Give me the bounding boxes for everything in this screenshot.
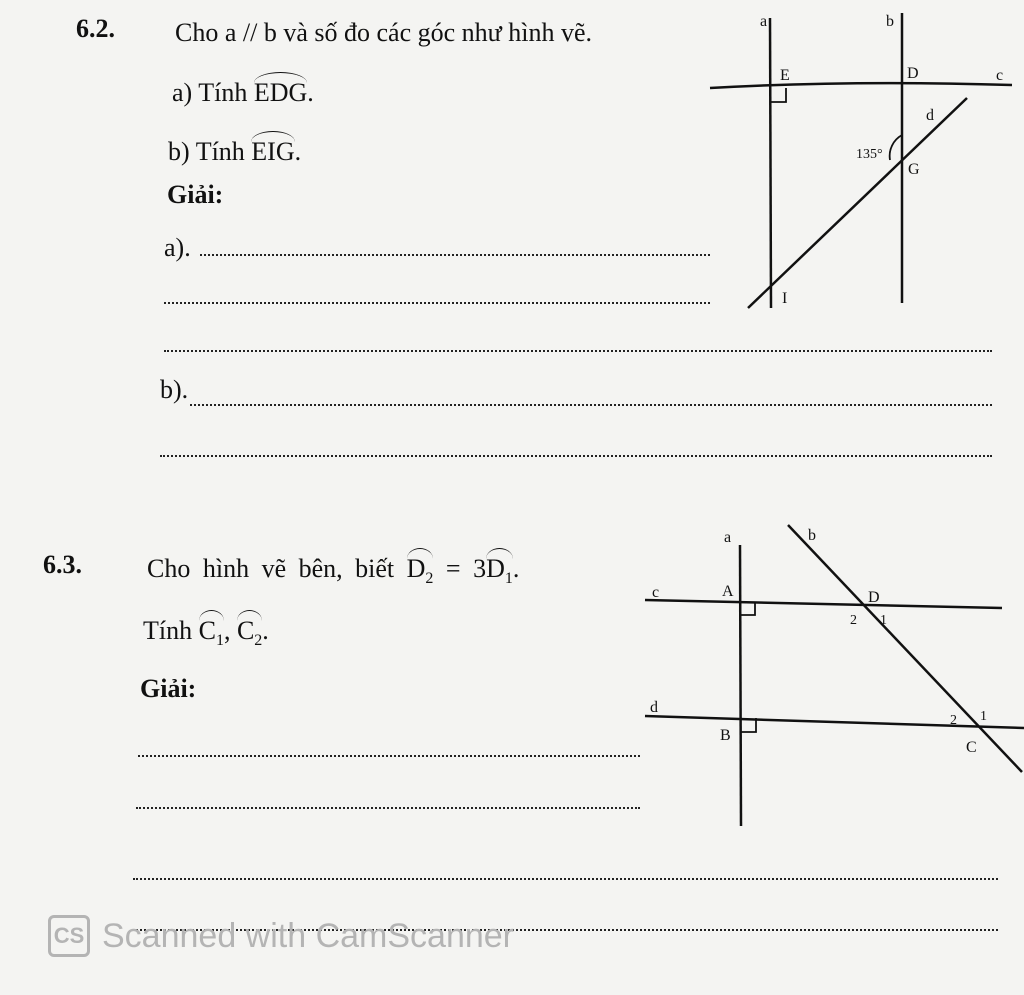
right-angle-mark-a [741,602,755,615]
figure-6-2 [700,8,1024,318]
answer-line [133,878,998,880]
question-period: . [262,616,269,645]
angle-d2-sub: 2 [425,570,434,588]
answer-line [164,350,992,352]
answer-line [200,254,710,256]
solution-label-6-2: Giải: [167,180,224,209]
angle-d1-letter: D [486,554,505,583]
part-a-period: . [307,78,314,107]
label-a: a [724,529,732,546]
answer-line-b-label: b). [160,375,189,404]
angle-c1 [199,610,224,650]
angle-eig: EIG [251,131,294,167]
exercise-6-3-question [143,610,269,650]
label-c: c [652,584,660,601]
answer-line [160,455,992,457]
angle-c1-sub: 1 [215,632,224,650]
label-b: b [886,13,894,30]
angle-d1-sub: 1 [504,570,513,588]
label-b: b [808,527,816,544]
angle-label-c2: 2 [950,713,957,728]
angle-d1 [486,548,513,588]
equals-three: = 3 [445,554,487,583]
answer-line [164,302,710,304]
line-c [710,83,1012,88]
answer-line [138,755,640,757]
statement-period: . [512,554,520,583]
line-a [770,18,771,308]
exercise-number-6-2: 6.2. [76,14,115,43]
answer-line [136,807,640,809]
part-b-prefix: b) Tính [168,137,245,166]
angle-c1-letter: C [198,616,216,645]
camscanner-watermark [48,915,514,957]
watermark-text: Scanned with CamScanner [102,916,515,955]
question-comma: , [223,616,231,645]
statement-prefix: Cho hình vẽ bên, biết [147,554,395,583]
label-b-point: B [720,727,731,744]
label-g: G [908,161,920,178]
label-d-point: D [907,65,919,82]
line-c [645,600,1002,608]
label-a: a [760,13,768,30]
label-d: d [650,699,658,716]
angle-label-c1: 1 [980,709,987,724]
label-c: c [996,67,1004,84]
exercise-number-6-3: 6.3. [43,550,82,579]
angle-d2 [407,548,434,588]
answer-line-a-label: a). [164,233,191,262]
camscanner-logo-icon: CS [48,915,90,957]
part-a-prefix: a) Tính [172,78,248,107]
angle-arc-g [890,135,902,160]
label-d-point: D [868,589,880,606]
angle-edg: EDG [254,72,307,108]
exercise-6-3-statement [147,548,519,588]
label-a-point: A [722,583,734,600]
line-b [788,525,1022,772]
exercise-6-2-part-a [172,72,314,108]
angle-label-d1: 1 [880,613,887,628]
angle-label-d2: 2 [850,613,857,628]
ask-prefix: Tính [143,616,193,645]
figure-6-3 [640,520,1024,832]
part-b-period: . [294,137,302,166]
solution-label-6-3: Giải: [140,674,197,703]
line-d [645,716,1024,728]
angle-value-135: 135° [856,147,883,162]
angle-c2-sub: 2 [254,632,263,650]
label-e: E [780,67,790,84]
label-d: d [926,107,934,124]
answer-line [190,404,992,406]
label-c-point: C [966,739,977,756]
angle-d2-letter: D [406,554,426,583]
line-d [748,98,967,308]
exercise-6-2-part-b [168,131,301,167]
label-i: I [782,290,788,307]
angle-c2-letter: C [236,616,255,645]
exercise-6-2-statement: Cho a // b và số đo các góc như hình vẽ. [175,18,593,47]
right-angle-mark-e [771,88,786,102]
line-a [740,545,741,826]
angle-c2 [237,610,262,650]
